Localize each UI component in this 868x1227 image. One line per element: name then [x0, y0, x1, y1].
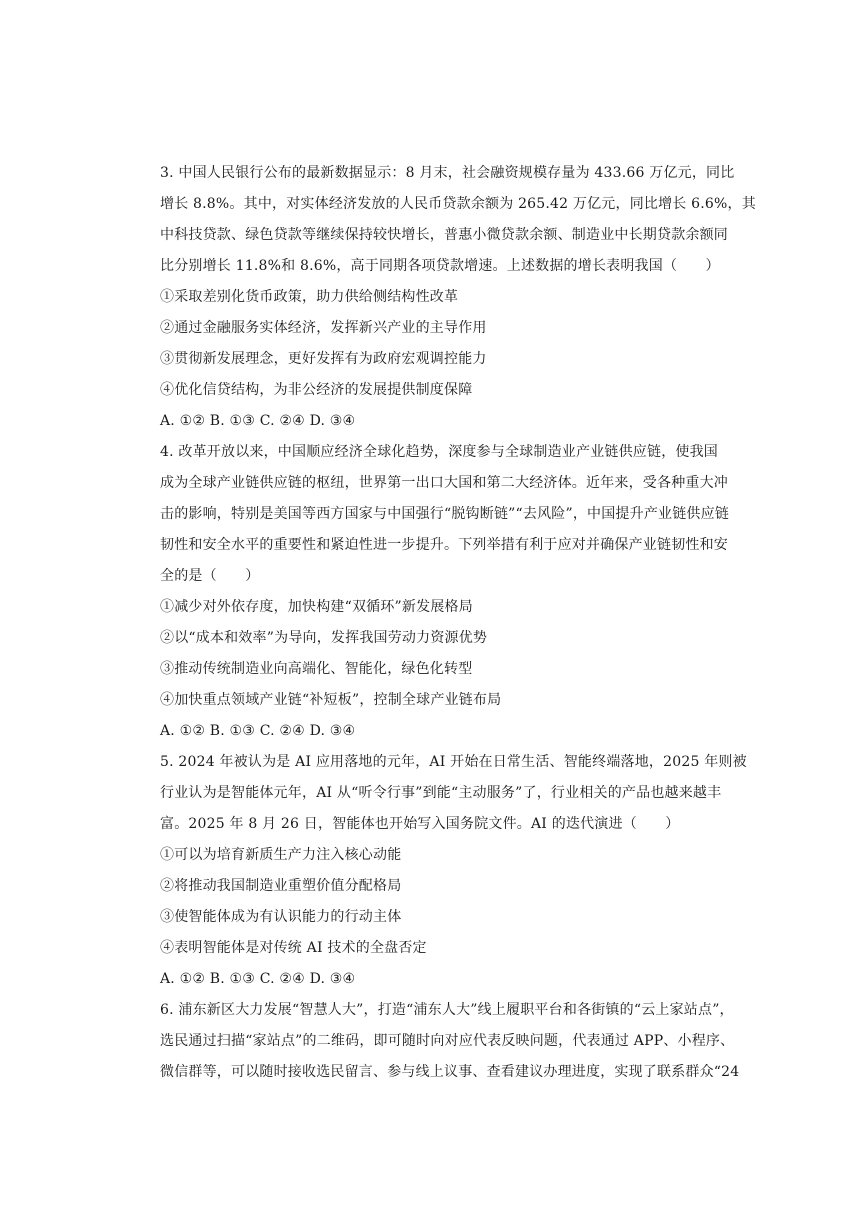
question-6: [160, 995, 740, 1088]
question-4-stem-line: 韧性和安全水平的重要性和紧迫性进一步提升。下列举措有利于应对并确保产业链韧性和安: [160, 537, 728, 553]
question-4-stem-line: 4. 改革开放以来，中国顺应经济全球化趋势，深度参与全球制造业产业链供应链，使我国: [160, 444, 719, 460]
question-3: [160, 158, 756, 437]
question-5: [160, 747, 747, 995]
question-4: [160, 437, 730, 747]
question-4-option-1: ①减少对外依存度，加快构建“双循环”新发展格局: [160, 599, 473, 615]
question-6-stem-line: 选民通过扫描“家站点”的二维码，即可随时向对应代表反映问题，代表通过 APP、小程序、: [160, 1033, 735, 1049]
question-4-option-3: ③推动传统制造业向高端化、智能化，绿色化转型: [160, 661, 473, 677]
question-3-stem-line: 3. 中国人民银行公布的最新数据显示：8 月末，社会融资规模存量为 433.66 万亿元，同比: [160, 165, 735, 181]
question-5-stem-line: 富。2025 年 8 月 26 日，智能体也开始写入国务院文件。AI 的迭代演进（ ）: [160, 816, 680, 832]
question-3-option-1: ①采取差别化货币政策，助力供给侧结构性改革: [160, 289, 459, 305]
question-3-stem-line: 比分别增长 11.8%和 8.6%，高于同期各项贷款增速。上述数据的增长表明我国（ ）: [160, 258, 720, 274]
question-4-option-2: ②以“成本和效率”为导向，发挥我国劳动力资源优势: [160, 630, 488, 646]
question-5-stem-line: 5. 2024 年被认为是 AI 应用落地的元年，AI 开始在日常生活、智能终端落地，2025 年则被: [160, 754, 747, 770]
question-4-option-4: ④加快重点领域产业链“补短板”，控制全球产业链布局: [160, 692, 502, 708]
question-4-stem-line: 全的是（ ）: [160, 568, 260, 584]
question-4-stem-line: 击的影响，特别是美国等西方国家与中国强行“脱钩断链”“去风险”，中国提升产业链供应链: [160, 506, 730, 522]
question-3-stem-line: 增长 8.8%。其中，对实体经济发放的人民币贷款余额为 265.42 万亿元，同比增长 6.6%，其: [160, 196, 756, 212]
question-6-stem-line: 6. 浦东新区大力发展“智慧人大”，打造“浦东人大”线上履职平台和各街镇的“云上家站点”，: [160, 1002, 734, 1018]
question-4-answer-choices: A. ①② B. ①③ C. ②④ D. ③④: [160, 723, 356, 739]
question-4-stem-line: 成为全球产业链供应链的枢纽，世界第一出口大国和第二大经济体。近年来，受各种重大冲: [160, 475, 728, 491]
question-5-stem-line: 行业认为是智能体元年，AI 从“听令行事”到能“主动服务”了，行业相关的产品也越来越丰: [160, 785, 722, 801]
question-3-option-4: ④优化信贷结构，为非公经济的发展提供制度保障: [160, 382, 473, 398]
question-5-option-4: ④表明智能体是对传统 AI 技术的全盘否定: [160, 940, 427, 956]
question-6-stem-line: 微信群等，可以随时接收选民留言、参与线上议事、查看建议办理进度，实现了联系群众“24: [160, 1064, 740, 1080]
question-3-stem-line: 中科技贷款、绿色贷款等继续保持较快增长，普惠小微贷款余额、制造业中长期贷款余额同: [160, 227, 728, 243]
question-3-answer-choices: A. ①② B. ①③ C. ②④ D. ③④: [160, 413, 356, 429]
question-content: [160, 158, 756, 1088]
question-3-option-2: ②通过金融服务实体经济，发挥新兴产业的主导作用: [160, 320, 487, 336]
question-5-option-1: ①可以为培育新质生产力注入核心动能: [160, 847, 402, 863]
question-5-answer-choices: A. ①② B. ①③ C. ②④ D. ③④: [160, 971, 356, 987]
question-5-option-2: ②将推动我国制造业重塑价值分配格局: [160, 878, 402, 894]
question-5-option-3: ③使智能体成为有认识能力的行动主体: [160, 909, 402, 925]
question-3-option-3: ③贯彻新发展理念，更好发挥有为政府宏观调控能力: [160, 351, 487, 367]
